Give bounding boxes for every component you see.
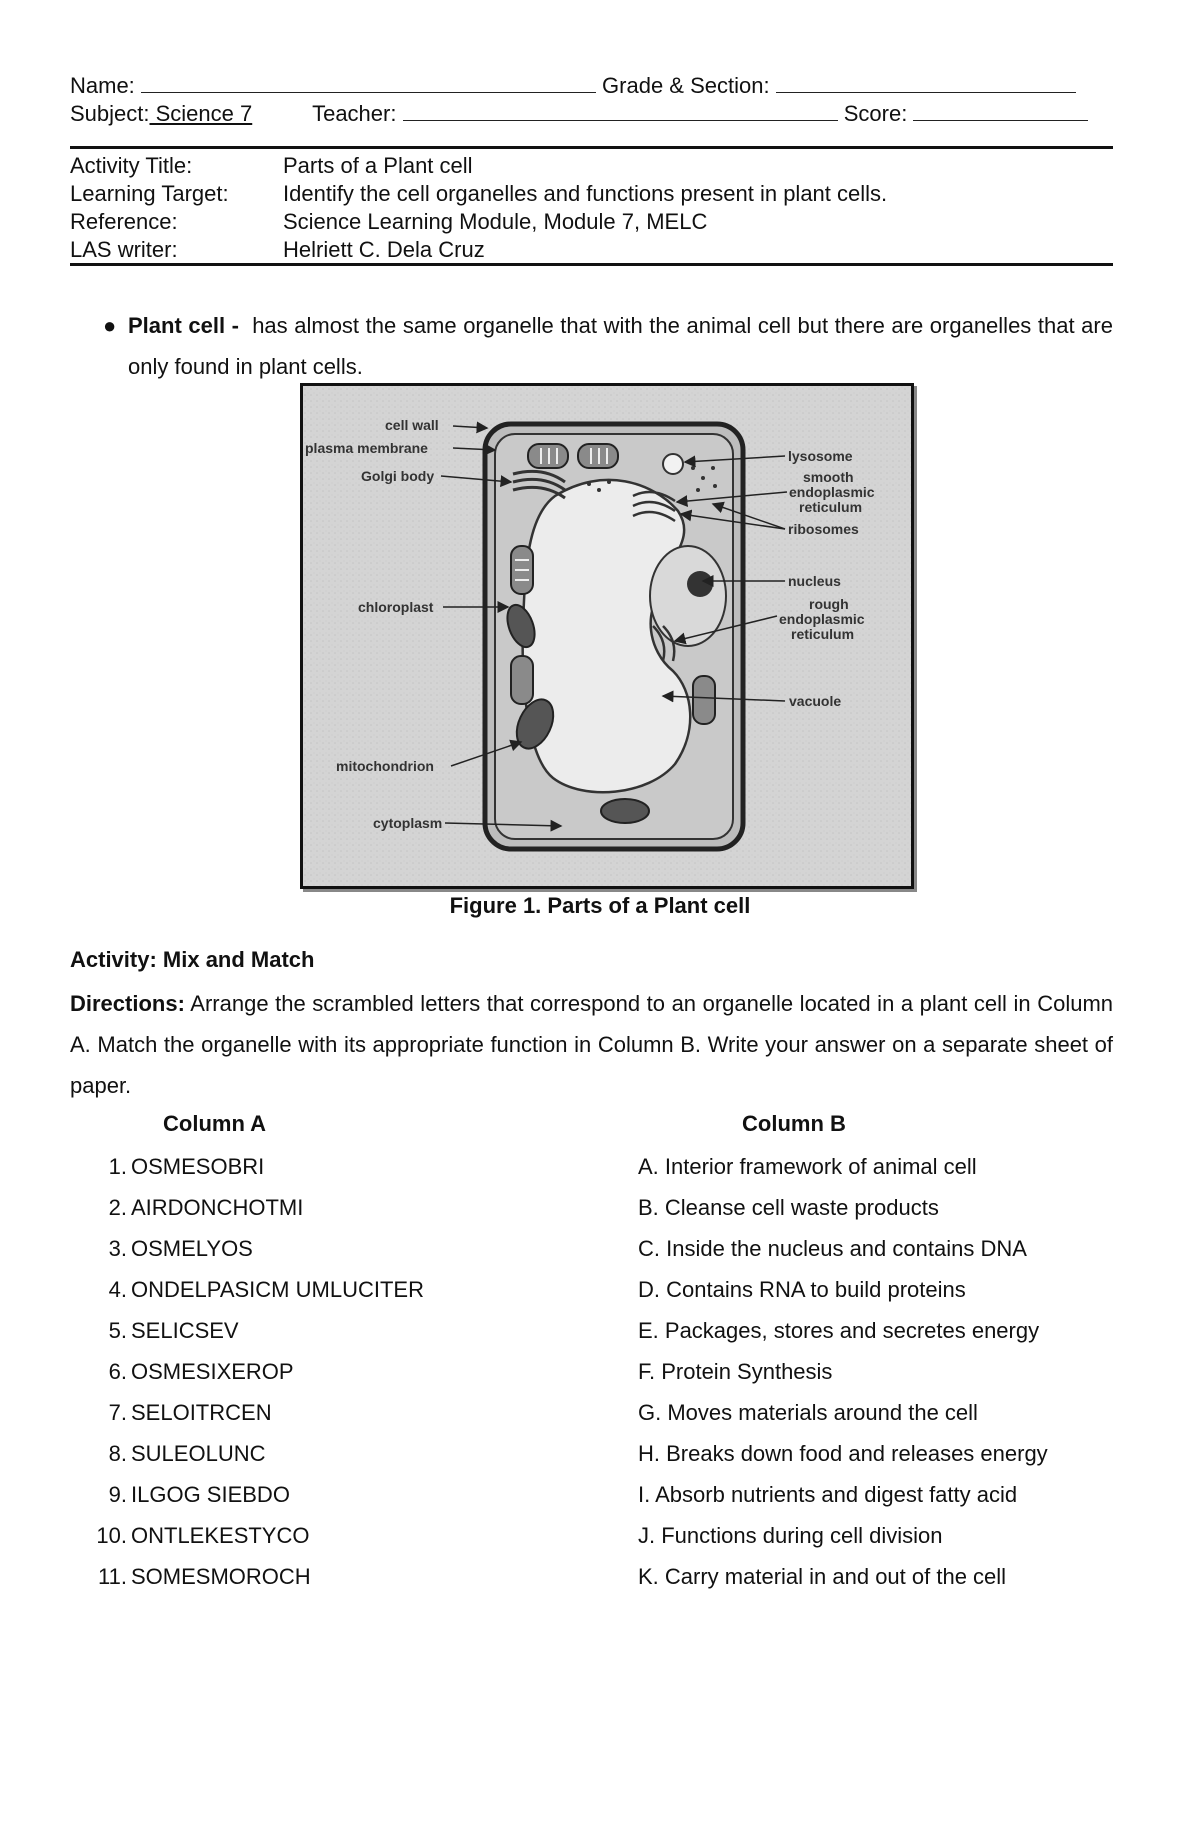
score-blank	[913, 100, 1088, 121]
label-cell-wall: cell wall	[385, 417, 439, 433]
activity-title: Activity: Mix and Match	[70, 947, 315, 972]
name-label: Name:	[70, 73, 135, 98]
label-cytoplasm: cytoplasm	[373, 815, 443, 831]
grade-blank	[776, 72, 1076, 93]
bullet-icon: ●	[103, 313, 117, 338]
meta-value-title: Parts of a Plant cell	[283, 153, 473, 178]
list-item: 7. SELOITRCEN	[108, 1400, 272, 1425]
label-plasma-membrane: plasma membrane	[305, 440, 428, 456]
list-item: H. Breaks down food and releases energy	[638, 1441, 1048, 1466]
list-item: E. Packages, stores and secretes energy	[638, 1318, 1040, 1343]
lysosome-shape	[663, 454, 683, 474]
plant-cell-diagram	[303, 386, 911, 886]
label-rough: rough	[809, 596, 849, 612]
label-mitochondrion: mitochondrion	[336, 758, 434, 774]
list-item: B. Cleanse cell waste products	[638, 1195, 939, 1220]
meta-value-writer: Helriett C. Dela Cruz	[283, 237, 485, 262]
list-item: 6. OSMESIXEROP	[108, 1359, 294, 1384]
column-b-title: Column B	[742, 1111, 846, 1136]
subject-label: Subject:	[70, 101, 150, 126]
name-blank	[141, 72, 596, 93]
teacher-label: Teacher:	[312, 101, 397, 126]
label-golgi-body: Golgi body	[361, 468, 435, 484]
list-item: 5. SELICSEV	[108, 1318, 239, 1343]
meta-key-target: Learning Target:	[70, 181, 229, 206]
header-rule-top	[70, 146, 1113, 149]
list-item: 8. SULEOLUNC	[108, 1441, 266, 1466]
label-reticulum-1: reticulum	[799, 499, 863, 515]
label-vacuole: vacuole	[789, 693, 842, 709]
label-lysosome: lysosome	[788, 448, 853, 464]
list-item: 9. ILGOG SIEBDO	[108, 1482, 290, 1507]
list-item: 2. AIRDONCHOTMI	[108, 1195, 304, 1220]
list-item: A. Interior framework of animal cell	[638, 1154, 977, 1179]
column-a-title: Column A	[163, 1111, 267, 1136]
list-item: 1. OSMESOBRI	[108, 1154, 265, 1179]
meta-value-target: Identify the cell organelles and functions present in plant cells.	[283, 181, 888, 206]
intro-term: Plant cell -	[128, 313, 239, 338]
label-endoplasmic-2: endoplasmic	[779, 611, 865, 627]
grade-label: Grade & Section:	[602, 73, 770, 98]
label-endoplasmic-1: endoplasmic	[789, 484, 875, 500]
teacher-blank	[403, 100, 838, 121]
list-item: J. Functions during cell division	[638, 1523, 943, 1548]
directions-label: Directions:	[70, 991, 185, 1016]
list-item: I. Absorb nutrients and digest fatty acid	[638, 1482, 1018, 1507]
list-item: 3. OSMELYOS	[108, 1236, 253, 1261]
list-item: 11. SOMESMOROCH	[98, 1564, 311, 1589]
intro-paragraph	[103, 305, 1113, 387]
list-item: 4. ONDELPASICM UMLUCITER	[108, 1277, 424, 1302]
list-item: G. Moves materials around the cell	[638, 1400, 978, 1425]
list-item: C. Inside the nucleus and contains DNA	[638, 1236, 1027, 1261]
header-line-1	[70, 72, 1076, 99]
directions-paragraph	[70, 983, 1113, 1106]
plant-cell-figure	[300, 383, 914, 889]
activity-meta	[70, 152, 1113, 264]
list-item: 10. ONTLEKESTYCO	[96, 1523, 310, 1548]
header-rule-bottom	[70, 263, 1113, 266]
directions-text: Arrange the scrambled letters that correspond to an organelle located in a plant cell in Column A. Match the organelle with its appropriate function in Column B. Write your answer on a separate sheet of paper.	[70, 991, 1113, 1098]
label-chloroplast: chloroplast	[358, 599, 434, 615]
label-nucleus: nucleus	[788, 573, 841, 589]
label-smooth: smooth	[803, 469, 854, 485]
figure-caption: Figure 1. Parts of a Plant cell	[449, 893, 751, 918]
list-item: F. Protein Synthesis	[638, 1359, 833, 1384]
nucleolus-shape	[687, 571, 713, 597]
intro-text: has almost the same organelle that with the animal cell but there are organelles that are only found in plant cells.	[128, 313, 1113, 379]
subject-value: Science 7	[149, 101, 253, 126]
header-line-2	[70, 100, 1088, 127]
list-item: K. Carry material in and out of the cell	[638, 1564, 1007, 1589]
score-label: Score:	[843, 101, 908, 126]
meta-value-reference: Science Learning Module, Module 7, MELC	[283, 209, 708, 234]
meta-key-writer: LAS writer:	[70, 237, 178, 262]
meta-key-title: Activity Title:	[70, 153, 193, 178]
meta-key-reference: Reference:	[70, 209, 178, 234]
label-ribosomes: ribosomes	[788, 521, 859, 537]
label-reticulum-2: reticulum	[791, 626, 855, 642]
list-item: D. Contains RNA to build proteins	[638, 1277, 966, 1302]
